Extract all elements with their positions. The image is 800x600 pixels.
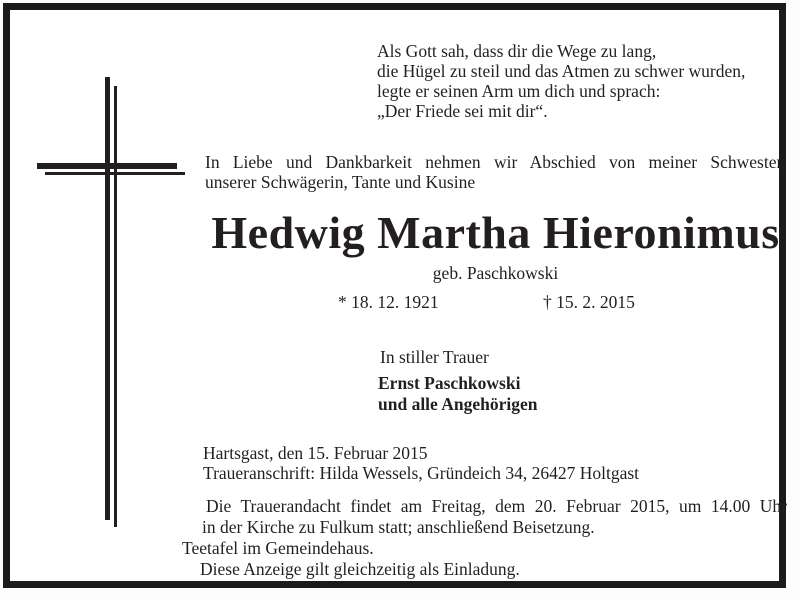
intro-line: unserer Schwägerin, Tante und Kusine [205, 172, 476, 192]
mourners-block [378, 373, 537, 415]
mourner-family: und alle Angehörigen [378, 394, 538, 414]
place-date-line: Hartsgast, den 15. Februar 2015 [203, 443, 428, 463]
cross-bar-horizontal-thin [45, 172, 185, 175]
cross-bar-vertical-thick [105, 77, 110, 520]
intro-line: In Liebe und Dankbarkeit nehmen wir Abschied von meiner Schwester, [205, 152, 786, 172]
service-line: in der Kirche zu Fulkum statt; anschließend Beisetzung. [202, 517, 595, 537]
cross-bar-horizontal-thick [37, 163, 177, 169]
mourning-intro: In stiller Trauer [380, 347, 489, 367]
birth-date: * 18. 12. 1921 [338, 292, 439, 312]
deceased-name: Hedwig Martha Hieronimus [211, 207, 780, 258]
cross-bar-vertical-thin [114, 86, 117, 527]
mourner-name: Ernst Paschkowski [378, 373, 521, 393]
poem-line: Als Gott sah, dass dir die Wege zu lang, [377, 41, 657, 61]
service-line: Teetafel im Gemeindehaus. [182, 538, 374, 558]
intro-block [205, 152, 786, 192]
service-line: Diese Anzeige gilt gleichzeitig als Einladung. [200, 559, 520, 579]
death-date: † 15. 2. 2015 [543, 292, 635, 312]
poem-block [377, 41, 745, 121]
poem-line: die Hügel zu steil und das Atmen zu schwer wurden, [377, 61, 746, 81]
notice-frame [3, 3, 786, 588]
poem-line: „Der Friede sei mit dir“. [377, 101, 548, 121]
poem-line: legte er seinen Arm um dich und sprach: [377, 81, 661, 101]
service-line: Die Trauerandacht findet am Freitag, dem 20. Februar 2015, um 14.00 Uhr [206, 496, 787, 516]
maiden-name: geb. Paschkowski [432, 263, 559, 283]
mourning-address-line: Traueranschrift: Hilda Wessels, Gründeich 34, 26427 Holtgast [203, 463, 640, 483]
